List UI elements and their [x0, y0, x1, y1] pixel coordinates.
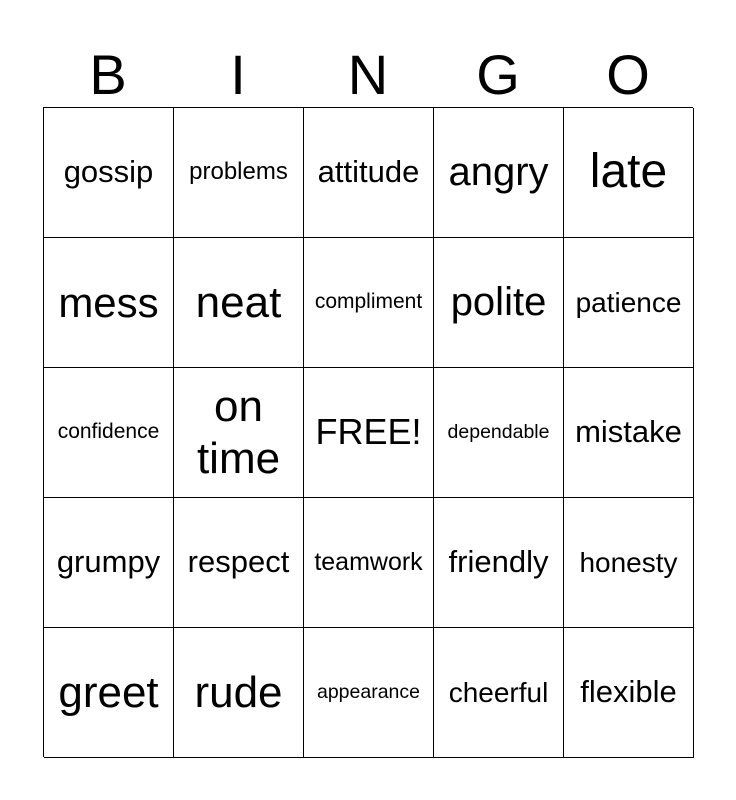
header-letter-g: G	[476, 43, 520, 106]
bingo-header	[43, 44, 693, 106]
bingo-cell[interactable]: dependable	[434, 368, 564, 498]
bingo-cell[interactable]: honesty	[564, 498, 694, 628]
bingo-cell[interactable]: late	[564, 108, 694, 238]
bingo-card-grid	[43, 107, 693, 757]
bingo-cell[interactable]: friendly	[434, 498, 564, 628]
bingo-cell[interactable]: angry	[434, 108, 564, 238]
bingo-cell[interactable]: problems	[174, 108, 304, 238]
bingo-cell[interactable]: greet	[44, 628, 174, 758]
bingo-cell[interactable]: neat	[174, 238, 304, 368]
bingo-cell[interactable]: mistake	[564, 368, 694, 498]
bingo-cell[interactable]: appearance	[304, 628, 434, 758]
bingo-cell[interactable]: patience	[564, 238, 694, 368]
bingo-cell[interactable]: rude	[174, 628, 304, 758]
bingo-cell[interactable]: flexible	[564, 628, 694, 758]
header-letter-o: O	[606, 43, 650, 106]
bingo-cell[interactable]: confidence	[44, 368, 174, 498]
bingo-cell[interactable]: attitude	[304, 108, 434, 238]
header-letter-b: B	[89, 43, 127, 106]
bingo-cell[interactable]: respect	[174, 498, 304, 628]
bingo-cell[interactable]: on time	[174, 368, 304, 498]
bingo-cell[interactable]: gossip	[44, 108, 174, 238]
bingo-cell[interactable]: grumpy	[44, 498, 174, 628]
bingo-cell[interactable]: mess	[44, 238, 174, 368]
header-letter-n: N	[347, 43, 389, 106]
free-space-cell[interactable]: FREE!	[304, 368, 434, 498]
bingo-cell[interactable]: cheerful	[434, 628, 564, 758]
bingo-cell[interactable]: compliment	[304, 238, 434, 368]
bingo-cell[interactable]: teamwork	[304, 498, 434, 628]
bingo-cell[interactable]: polite	[434, 238, 564, 368]
header-letter-i: I	[230, 43, 246, 106]
